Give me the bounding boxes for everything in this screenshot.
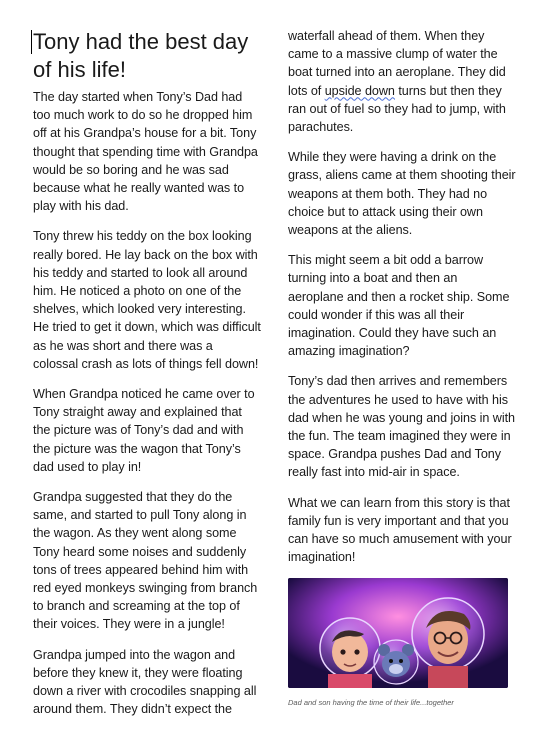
astronauts-illustration-icon <box>288 578 508 688</box>
text-cursor <box>31 30 32 54</box>
paragraph-6 <box>288 27 516 136</box>
paragraph-3: When Grandpa noticed he came over to Tony straight away and explained that the picture was of Tony’s dad and with the picture was the wagon that Tony’s dad used to play in! <box>33 387 255 474</box>
paragraph-6-start: waterfall ahead of them. When they came to a massive clump of water the boat turned into an aeroplane. They did lots of <box>288 29 506 98</box>
paragraph-1: The day started when Tony’s Dad had too much work to do so he dropped him off at his Grandpa’s house for a bit. Tony thought that spending time with Grandpa would be so boring and he was sad because what he really wanted was to play with his dad. <box>33 90 258 214</box>
article-title <box>33 28 261 84</box>
paragraph-10: What we can learn from this story is that family fun is very important and that you can have so much amusement with your imagination! <box>288 495 512 565</box>
paragraph-2: Tony threw his teddy on the box looking really bored. He lay back on the box with his teddy and started to look all around him. He noticed a photo on one of the shelves, which looked very interesting. He tried to get it down, which was difficult as he was short and there was a colossal crash as lots of things fell down! <box>33 229 261 371</box>
paragraph-4: Grandpa suggested that they do the same, and started to pull Tony along in the wagon. As they went along some Tony heard some noises and suddenly tons of trees appeared behind him with red eyed monkeys swinging from branch to branch and screaming at the top of their voices. They were in a jungle! <box>33 490 258 632</box>
right-column <box>288 27 516 708</box>
paragraph-9: Tony’s dad then arrives and remembers the adventures he used to have with his dad when he was young and joins in with the fun. The team imagined they were in space. Grandpa pushes Dad and Tony really fast into mid-air in space. <box>288 374 515 480</box>
paragraph-8: This might seem a bit odd a barrow turning into a boat and then an aeroplane and then a rocket ship. Some could wonder if this was all their imagination. Could they have such an amazing imagination? <box>288 253 510 359</box>
story-illustration <box>288 578 508 688</box>
paragraph-5: Grandpa jumped into the wagon and before they knew it, they were floating down a river with crocodiles snapping all around them. They didn’t expect the <box>33 647 257 717</box>
image-caption: Dad and son having the time of their life...together <box>288 698 454 708</box>
left-column <box>33 28 261 731</box>
spellcheck-flagged-text[interactable]: upside down <box>324 83 395 98</box>
paragraph-6-end: turns but then they ran out of fuel so they had to jump, with parachutes. <box>288 83 506 135</box>
paragraph-7: While they were having a drink on the grass, aliens came at them shooting their weapons at them both. They had no choice but to attack using their own weapons at the aliens. <box>288 150 516 238</box>
title-text: Tony had the best day of his life! <box>33 29 249 82</box>
